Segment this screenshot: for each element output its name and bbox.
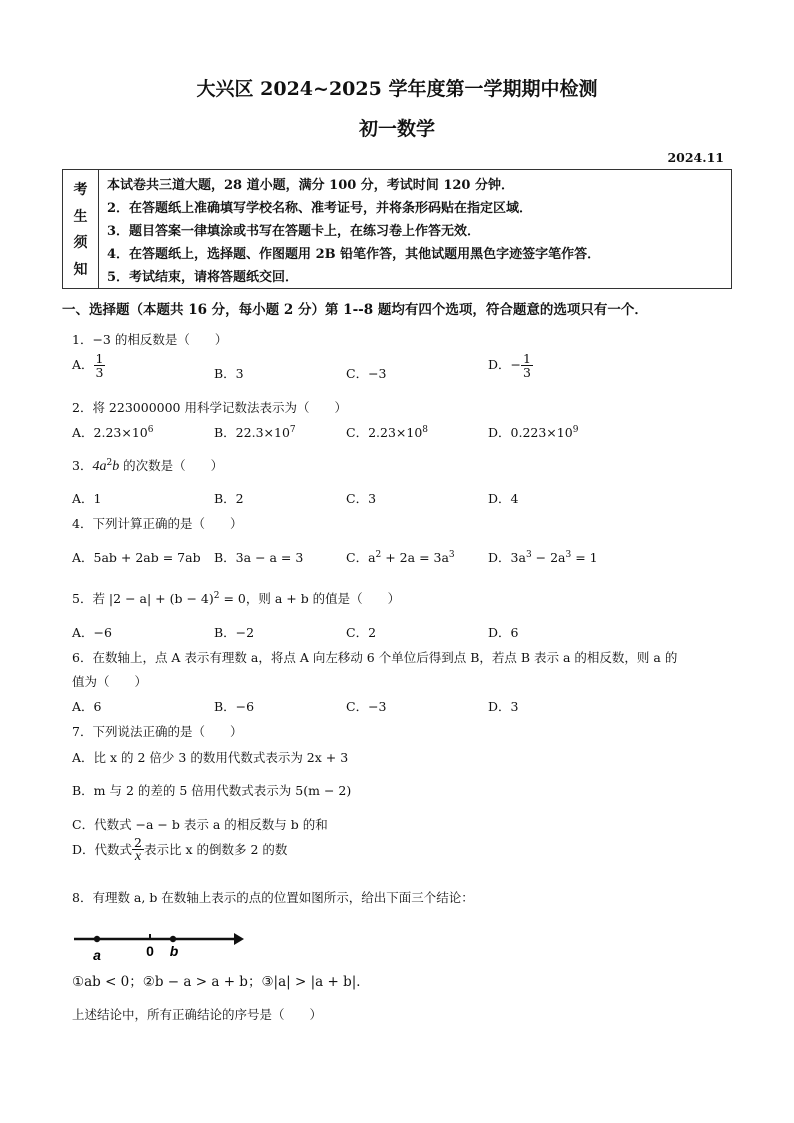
question-4-option-c [346,548,455,566]
exponent: 2 [213,590,220,601]
option-text: C．a [346,550,376,565]
option-text: − 2a [531,550,566,565]
option-text: A．2.23×10 [72,425,148,440]
question-3-stem [72,456,223,475]
question-8-stem: 8．有理数 a, b 在数轴上表示的点的位置如图所示，给出下面三个结论： [72,890,474,905]
question-4-option-b: B．3a − a = 3 [214,550,304,565]
notice-line: 4．在答题纸上，选择题、作图题用 2B 铅笔作答，其他试题用黑色字迹签字笔作答． [107,247,601,262]
question-4-option-a: A．5ab + 2ab = 7ab [72,550,201,565]
question-5-option-a: A．−6 [72,625,112,640]
notice-line: 3．题目答案一律填涂或书写在答题卡上，在练习卷上作答无效． [107,224,481,239]
number-line-figure [70,928,250,964]
question-number: 3． [72,458,93,473]
exponent: 3 [565,549,572,560]
question-7-option-d [72,836,287,865]
question-5-option-c: C．2 [346,625,377,640]
notice-box [62,169,732,289]
notice-line: 2．在答题纸上准确填写学校名称、准考证号，并将条形码贴在指定区域． [107,201,533,216]
question-3-option-d: D．4 [488,491,519,506]
fraction-denominator: 3 [523,365,531,381]
fraction-numerator: 1 [95,351,104,366]
question-4-option-d [488,548,598,566]
fraction [94,352,106,379]
exponent: 7 [289,424,296,435]
fraction-numerator: 2 [134,835,142,850]
question-7-option-c: C．代数式 −a − b 表示 a 的相反数与 b 的和 [72,817,328,832]
question-5-stem [72,589,400,607]
option-text: = 1 [571,550,598,565]
question-4-stem: 4．下列计算正确的是（ ） [72,516,243,531]
question-6-option-c: C．−3 [346,699,387,714]
question-7-option-b: B．m 与 2 的差的 5 倍用代数式表示为 5(m − 2) [72,783,352,798]
question-6-option-d: D．3 [488,699,519,714]
exponent: 8 [422,424,429,435]
question-2-stem: 2．将 223000000 用科学记数法表示为（ ） [72,400,347,415]
option-text: + 2a = 3a [381,550,449,565]
fraction-denominator: x [134,849,142,865]
arrow-head-icon [234,933,244,945]
notice-label-char: 知 [73,261,88,278]
axis-label-a: a [93,947,101,963]
exponent: 2 [375,549,382,560]
question-1-option-a [72,352,105,379]
fraction [132,836,144,865]
option-label: A． [72,357,94,373]
option-text: D．代数式 [72,841,133,857]
question-5-option-b: B．−2 [214,625,255,640]
question-6-stem-line2: 值为（ ） [72,674,148,689]
fraction-numerator: 1 [523,351,531,366]
question-6-option-a: A．6 [72,699,102,714]
exam-date: 2024.11 [667,150,724,165]
question-6-option-b: B．−6 [214,699,255,714]
exponent: 3 [525,549,532,560]
math-expression: 4a [92,459,107,474]
point-a-marker [94,936,100,942]
option-text: D．0.223×10 [488,425,573,440]
notice-label [63,170,99,288]
question-2-option-b [214,423,296,441]
section-heading: 一、选择题（本题共 16 分，每小题 2 分）第 1--8 题均有四个选项，符合题意的选项只有一个． [62,302,648,318]
stem-text: = 0，则 a + b 的值是（ ） [219,591,401,606]
notice-label-char: 考 [73,182,88,199]
question-3-option-a: A．1 [72,491,102,506]
exponent: 6 [147,424,154,435]
question-7-stem: 7．下列说法正确的是（ ） [72,724,243,739]
axis-label-b: b [169,943,179,959]
math-expression: b [112,459,120,474]
notice-line: 5．考试结束，请将答题纸交回． [107,270,299,285]
notice-label-char: 须 [73,235,88,252]
question-7-option-a: A．比 x 的 2 倍少 3 的数用代数式表示为 2x + 3 [72,750,349,765]
notice-line: 本试卷共三道大题，28 道小题，满分 100 分，考试时间 120 分钟． [107,178,514,193]
question-1-option-d [488,352,533,379]
notice-label-char: 生 [73,208,88,225]
question-6-stem-line1: 6．在数轴上，点 A 表示有理数 a，将点 A 向左移动 6 个单位后得到点 B，若点 B 表示 a 的相反数，则 a 的 [72,650,678,665]
question-2-option-c [346,423,428,441]
exponent: 3 [448,549,455,560]
question-1-option-c: C．−3 [346,366,387,381]
notice-lines [107,174,600,289]
question-8-question: 上述结论中，所有正确结论的序号是（ ） [72,1007,323,1022]
page-title: 大兴区 2024~2025 学年度第一学期期中检测 [196,78,598,100]
page-subtitle: 初一数学 [358,118,435,140]
question-1-option-b: B．3 [214,366,244,381]
question-5-option-d: D．6 [488,625,519,640]
question-3-option-c: C．3 [346,491,377,506]
point-b-marker [170,936,176,942]
option-text: B．22.3×10 [214,425,290,440]
fraction-denominator: 3 [95,365,104,381]
question-8-conclusions: ①ab < 0；②b − a > a + b；③|a| > |a + b|． [72,974,370,990]
stem-text: 的次数是（ ） [119,458,224,473]
stem-text: 5．若 |2 − a| + (b − 4) [72,591,214,606]
question-3-option-b: B．2 [214,491,244,506]
question-2-option-a [72,423,153,441]
fraction [521,352,533,379]
exponent: 9 [572,424,579,435]
axis-label-zero: 0 [146,943,154,959]
question-1-stem: 1．−3 的相反数是（ ） [72,332,228,347]
option-text: 表示比 x 的倒数多 2 的数 [143,841,288,857]
option-label: D．− [488,357,521,373]
option-text: D．3a [488,550,526,565]
question-2-option-d [488,423,578,441]
exponent: 2 [106,457,113,468]
option-text: C．2.23×10 [346,425,423,440]
